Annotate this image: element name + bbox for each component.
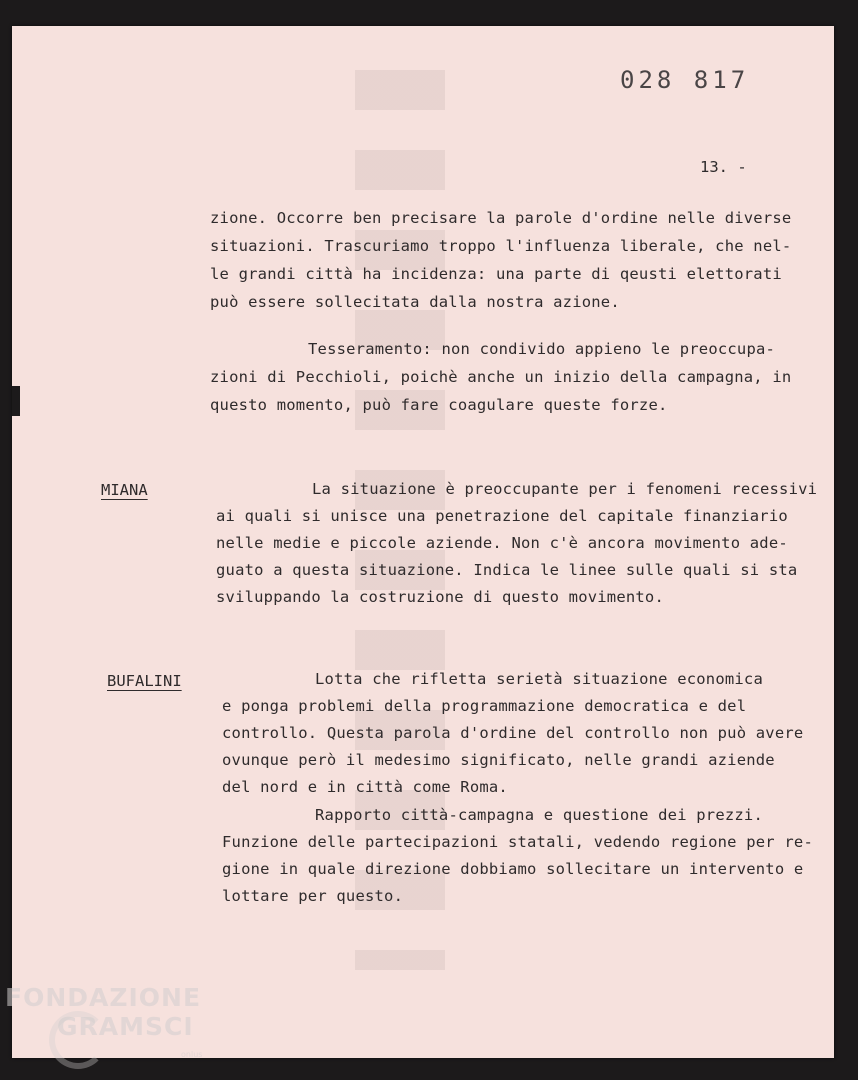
text-line: lottare per questo. [222, 887, 404, 905]
text-line: Lotta che rifletta serietà situazione economica [315, 670, 763, 688]
text-line: La situazione è preoccupante per i fenomeni recessivi [312, 480, 818, 498]
text-line: nelle medie e piccole aziende. Non c'è ancora movimento ade- [216, 534, 788, 552]
text-line: sviluppando la costruzione di questo movimento. [216, 588, 664, 606]
page-number: 13. - [700, 158, 747, 176]
text-line: Rapporto città-campagna e questione dei prezzi. [315, 806, 763, 824]
text-line: ai quali si unisce una penetrazione del capitale finanziario [216, 507, 788, 525]
text-line: gione in quale direzione dobbiamo sollecitare un intervento e [222, 860, 804, 878]
logo-line-2: GRAMSCI [57, 1012, 194, 1041]
text-line: ovunque però il medesimo significato, nelle grandi aziende [222, 751, 775, 769]
text-line: questo momento, può fare coagulare queste forze. [210, 396, 668, 414]
text-line: Tesseramento: non condivido appieno le preoccupa- [308, 340, 776, 358]
text-line: zioni di Pecchioli, poichè anche un inizio della campagna, in [210, 368, 792, 386]
speaker-miana: MIANA [101, 481, 148, 499]
text-line: del nord e in città come Roma. [222, 778, 508, 796]
logo-line-1: FONDAZIONE [5, 983, 202, 1012]
text-line: zione. Occorre ben precisare la parole d'ordine nelle diverse [210, 209, 792, 227]
text-line: guato a questa situazione. Indica le linee sulle quali si sta [216, 561, 798, 579]
text-line: può essere sollecitata dalla nostra azione. [210, 293, 620, 311]
archive-number: 028 817 [620, 66, 750, 94]
text-line: Funzione delle partecipazioni statali, vedendo regione per re- [222, 833, 813, 851]
logo-line-3: onlus [181, 1050, 203, 1059]
text-line: e ponga problemi della programmazione democratica e del [222, 697, 747, 715]
text-line: le grandi città ha incidenza: una parte di qeusti elettorati [210, 265, 782, 283]
fondazione-gramsci-logo [5, 983, 203, 1059]
text-line: controllo. Questa parola d'ordine del controllo non può avere [222, 724, 804, 742]
speaker-bufalini: BUFALINI [107, 672, 182, 690]
logo-g-icon [49, 1011, 107, 1069]
text-line: situazioni. Trascuriamo troppo l'influenza liberale, che nel- [210, 237, 792, 255]
